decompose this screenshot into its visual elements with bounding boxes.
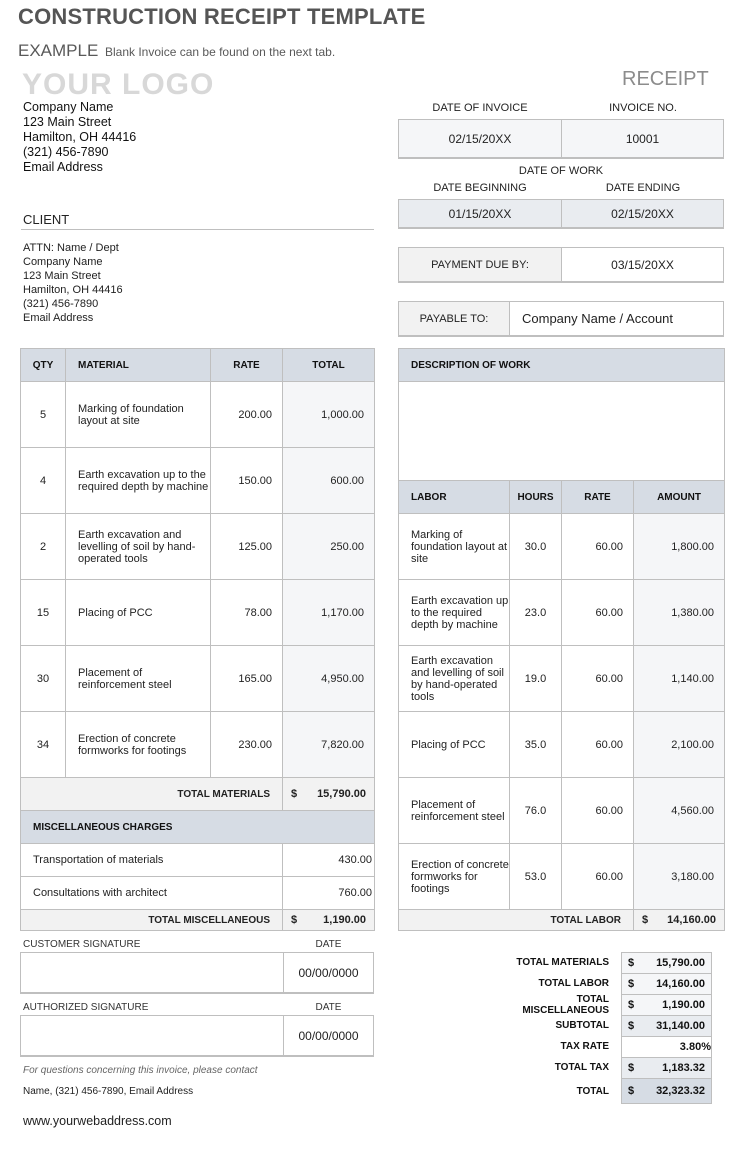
labor-cell[interactable]: Earth excavation up to the required depth by machine: [399, 580, 510, 646]
payment-due-value[interactable]: 03/15/20XX: [611, 257, 674, 272]
labor-rate-cell[interactable]: 60.00: [562, 844, 634, 910]
table-row: [21, 646, 375, 712]
summary-label: SUBTOTAL: [555, 1020, 609, 1031]
material-cell[interactable]: Placement of reinforcement steel: [66, 646, 211, 712]
table-row: [399, 778, 725, 844]
total-materials-value: [283, 778, 375, 811]
table-row: [21, 877, 375, 910]
date-ending-label: DATE ENDING: [605, 182, 681, 194]
company-email: Email Address: [23, 160, 103, 174]
misc-header-row: [21, 811, 375, 844]
labor-cell[interactable]: Placing of PCC: [399, 712, 510, 778]
qty-cell[interactable]: 15: [21, 580, 66, 646]
total-misc-row: [21, 910, 375, 931]
example-note: Blank Invoice can be found on the next tab.: [105, 45, 336, 59]
labor-cell[interactable]: Erection of concrete formworks for footings: [399, 844, 510, 910]
currency-symbol: $: [628, 1062, 635, 1074]
page-title: CONSTRUCTION RECEIPT TEMPLATE: [18, 4, 426, 29]
total-labor-value: [634, 910, 725, 931]
payable-to-value[interactable]: Company Name / Account: [522, 311, 674, 326]
grand-total-amount: 32,323.32: [656, 1085, 705, 1097]
summary-row-total: [500, 1078, 724, 1104]
rate-cell[interactable]: 150.00: [211, 448, 283, 514]
customer-date-label: DATE: [315, 939, 342, 950]
labor-rate-cell[interactable]: 60.00: [562, 580, 634, 646]
date-of-invoice-label: DATE OF INVOICE: [432, 102, 528, 114]
summary-row-total-misc: [500, 994, 724, 1015]
total-cell: 1,000.00: [283, 382, 375, 448]
qty-cell[interactable]: 5: [21, 382, 66, 448]
hours-cell[interactable]: 35.0: [510, 712, 562, 778]
table-row: [21, 580, 375, 646]
summary-row-total-materials: [500, 952, 724, 973]
payable-to-label: PAYABLE TO:: [399, 302, 510, 335]
date-of-work-box: [398, 199, 724, 229]
date-of-work-label: DATE OF WORK: [518, 165, 604, 177]
summary-value[interactable]: [621, 1036, 712, 1057]
description-header: DESCRIPTION OF WORK: [399, 349, 725, 382]
summary-value: [621, 994, 712, 1015]
material-cell[interactable]: Earth excavation up to the required depth by machine: [66, 448, 211, 514]
summary-label: TAX RATE: [560, 1041, 609, 1052]
summary-label: TOTAL TAX: [554, 1062, 609, 1073]
invoice-number-value[interactable]: 10001: [625, 131, 660, 146]
amount-cell: 4,560.00: [634, 778, 725, 844]
company-name: Company Name: [23, 100, 114, 114]
description-row: [399, 382, 725, 481]
summary-amount: 31,140.00: [656, 1020, 705, 1032]
misc-desc-cell[interactable]: Transportation of materials: [21, 844, 283, 877]
rate-cell[interactable]: 165.00: [211, 646, 283, 712]
currency-symbol: $: [291, 788, 298, 800]
misc-desc-cell[interactable]: Consultations with architect: [21, 877, 283, 910]
qty-cell[interactable]: 34: [21, 712, 66, 778]
client-phone: (321) 456-7890: [23, 298, 99, 310]
table-row: [21, 514, 375, 580]
labor-rate-cell[interactable]: 60.00: [562, 646, 634, 712]
invoice-info-box: [398, 119, 724, 159]
material-cell[interactable]: Placing of PCC: [66, 580, 211, 646]
table-row: [21, 844, 375, 877]
summary-label: TOTAL MISCELLANEOUS: [522, 993, 609, 1016]
authorized-signature-box: [20, 1015, 374, 1057]
labor-rate-header: RATE: [562, 481, 634, 514]
total-cell: 7,820.00: [283, 712, 375, 778]
description-header-row: [399, 349, 725, 382]
total-labor-amount: 14,160.00: [667, 914, 717, 926]
summary-value: [621, 1057, 712, 1078]
total-materials-row: [21, 778, 375, 811]
total-misc-value: [283, 910, 375, 931]
labor-rate-cell[interactable]: 60.00: [562, 514, 634, 580]
customer-signature-label: CUSTOMER SIGNATURE: [23, 939, 141, 950]
total-header: TOTAL: [283, 349, 375, 382]
summary-row-total-labor: [500, 973, 724, 994]
client-heading: CLIENT: [23, 212, 70, 227]
rate-header: RATE: [211, 349, 283, 382]
labor-header-row: [399, 481, 725, 514]
customer-date-field[interactable]: 00/00/0000: [298, 965, 359, 980]
summary-label: TOTAL: [576, 1085, 609, 1097]
table-row: [399, 514, 725, 580]
amount-cell: 2,100.00: [634, 712, 725, 778]
summary-row-total-tax: [500, 1057, 724, 1078]
payment-due-label: PAYMENT DUE BY:: [399, 248, 562, 281]
table-row: [399, 712, 725, 778]
authorized-signature-label: AUTHORIZED SIGNATURE: [23, 1002, 149, 1013]
summary-value: [621, 1015, 712, 1036]
labor-rate-cell[interactable]: 60.00: [562, 778, 634, 844]
misc-header: MISCELLANEOUS CHARGES: [21, 811, 375, 844]
total-materials-label: TOTAL MATERIALS: [21, 778, 283, 811]
summary-row-tax-rate: [500, 1036, 724, 1057]
footer-question: For questions concerning this invoice, please contact: [23, 1065, 258, 1076]
client-divider: [21, 229, 374, 230]
authorized-date-label: DATE: [315, 1002, 342, 1013]
labor-header: LABOR: [399, 481, 510, 514]
summary-amount: 14,160.00: [656, 978, 705, 990]
client-attn: ATTN: Name / Dept: [23, 242, 119, 254]
hours-cell[interactable]: 19.0: [510, 646, 562, 712]
currency-symbol: $: [628, 1085, 635, 1097]
qty-cell[interactable]: 30: [21, 646, 66, 712]
labor-rate-cell[interactable]: 60.00: [562, 712, 634, 778]
client-company: Company Name: [23, 256, 103, 268]
labor-cell[interactable]: Earth excavation and levelling of soil by hand-operated tools: [399, 646, 510, 712]
company-city: Hamilton, OH 44416: [23, 130, 137, 144]
summary-value: [621, 1078, 712, 1104]
hours-header: HOURS: [510, 481, 562, 514]
summary-label: TOTAL LABOR: [538, 978, 609, 989]
total-cell: 600.00: [283, 448, 375, 514]
material-cell[interactable]: Erection of concrete formworks for footings: [66, 712, 211, 778]
total-cell: 250.00: [283, 514, 375, 580]
total-misc-label: TOTAL MISCELLANEOUS: [21, 910, 283, 931]
total-cell: 4,950.00: [283, 646, 375, 712]
total-cell: 1,170.00: [283, 580, 375, 646]
date-beginning-value[interactable]: 01/15/20XX: [399, 200, 562, 227]
labor-table: [398, 348, 725, 931]
amount-cell: 1,140.00: [634, 646, 725, 712]
currency-symbol: $: [642, 914, 649, 926]
table-row: [399, 646, 725, 712]
currency-symbol: $: [628, 1020, 635, 1032]
customer-signature-field[interactable]: [21, 953, 284, 992]
total-misc-amount: 1,190.00: [323, 914, 366, 926]
table-row: [21, 448, 375, 514]
summary-label: TOTAL MATERIALS: [516, 957, 609, 968]
total-labor-label: TOTAL LABOR: [399, 910, 634, 931]
table-row: [21, 382, 375, 448]
summary-value: [621, 973, 712, 994]
material-header: MATERIAL: [66, 349, 211, 382]
currency-symbol: $: [628, 957, 635, 969]
amount-cell: 1,380.00: [634, 580, 725, 646]
misc-amount-cell[interactable]: 430.00: [283, 844, 375, 877]
footer-contact: Name, (321) 456-7890, Email Address: [23, 1086, 194, 1097]
hours-cell[interactable]: 53.0: [510, 844, 562, 910]
client-email: Email Address: [23, 312, 94, 324]
table-row: [399, 844, 725, 910]
authorized-date-field[interactable]: 00/00/0000: [298, 1028, 359, 1043]
hours-cell[interactable]: 23.0: [510, 580, 562, 646]
client-street: 123 Main Street: [23, 270, 101, 282]
qty-cell[interactable]: 2: [21, 514, 66, 580]
invoice-date-value[interactable]: 02/15/20XX: [399, 120, 562, 157]
authorized-signature-field[interactable]: [21, 1016, 284, 1055]
material-cell[interactable]: Earth excavation and levelling of soil by hand-operated tools: [66, 514, 211, 580]
summary-amount: 1,190.00: [662, 999, 705, 1011]
amount-cell: 1,800.00: [634, 514, 725, 580]
example-label: EXAMPLE: [18, 41, 99, 60]
tax-rate-value[interactable]: 3.80%: [679, 1041, 711, 1053]
misc-amount-cell[interactable]: 760.00: [283, 877, 375, 910]
materials-header-row: [21, 349, 375, 382]
currency-symbol: $: [628, 978, 635, 990]
total-labor-row: [399, 910, 725, 931]
client-address: [23, 241, 123, 325]
rate-cell[interactable]: 230.00: [211, 712, 283, 778]
summary-amount: 1,183.32: [662, 1062, 705, 1074]
footer-website[interactable]: www.yourwebaddress.com: [23, 1114, 172, 1128]
description-field[interactable]: [399, 382, 725, 481]
logo-placeholder: YOUR LOGO: [22, 68, 215, 101]
summary-amount: 15,790.00: [656, 957, 705, 969]
payable-to-box: [398, 301, 724, 337]
currency-symbol: $: [628, 999, 635, 1011]
customer-signature-box: [20, 952, 374, 994]
hours-cell[interactable]: 76.0: [510, 778, 562, 844]
rate-cell[interactable]: 78.00: [211, 580, 283, 646]
total-materials-amount: 15,790.00: [317, 788, 366, 800]
invoice-number-label: INVOICE NO.: [609, 102, 677, 114]
date-ending-value[interactable]: 02/15/20XX: [611, 206, 674, 221]
qty-header: QTY: [21, 349, 66, 382]
amount-header: AMOUNT: [634, 481, 725, 514]
summary-totals: [500, 952, 724, 1104]
summary-value: [621, 952, 712, 973]
receipt-heading: RECEIPT: [622, 68, 709, 90]
summary-row-subtotal: [500, 1015, 724, 1036]
rate-cell[interactable]: 125.00: [211, 514, 283, 580]
payment-due-box: [398, 247, 724, 283]
currency-symbol: $: [291, 914, 298, 926]
table-row: [21, 712, 375, 778]
qty-cell[interactable]: 4: [21, 448, 66, 514]
hours-cell[interactable]: 30.0: [510, 514, 562, 580]
company-street: 123 Main Street: [23, 115, 112, 129]
date-beginning-label: DATE BEGINNING: [433, 182, 527, 194]
material-cell[interactable]: Marking of foundation layout at site: [66, 382, 211, 448]
amount-cell: 3,180.00: [634, 844, 725, 910]
labor-cell[interactable]: Placement of reinforcement steel: [399, 778, 510, 844]
company-phone: (321) 456-7890: [23, 145, 109, 159]
labor-cell[interactable]: Marking of foundation layout at site: [399, 514, 510, 580]
table-row: [399, 580, 725, 646]
materials-table: [20, 348, 375, 931]
rate-cell[interactable]: 200.00: [211, 382, 283, 448]
client-city: Hamilton, OH 44416: [23, 284, 123, 296]
